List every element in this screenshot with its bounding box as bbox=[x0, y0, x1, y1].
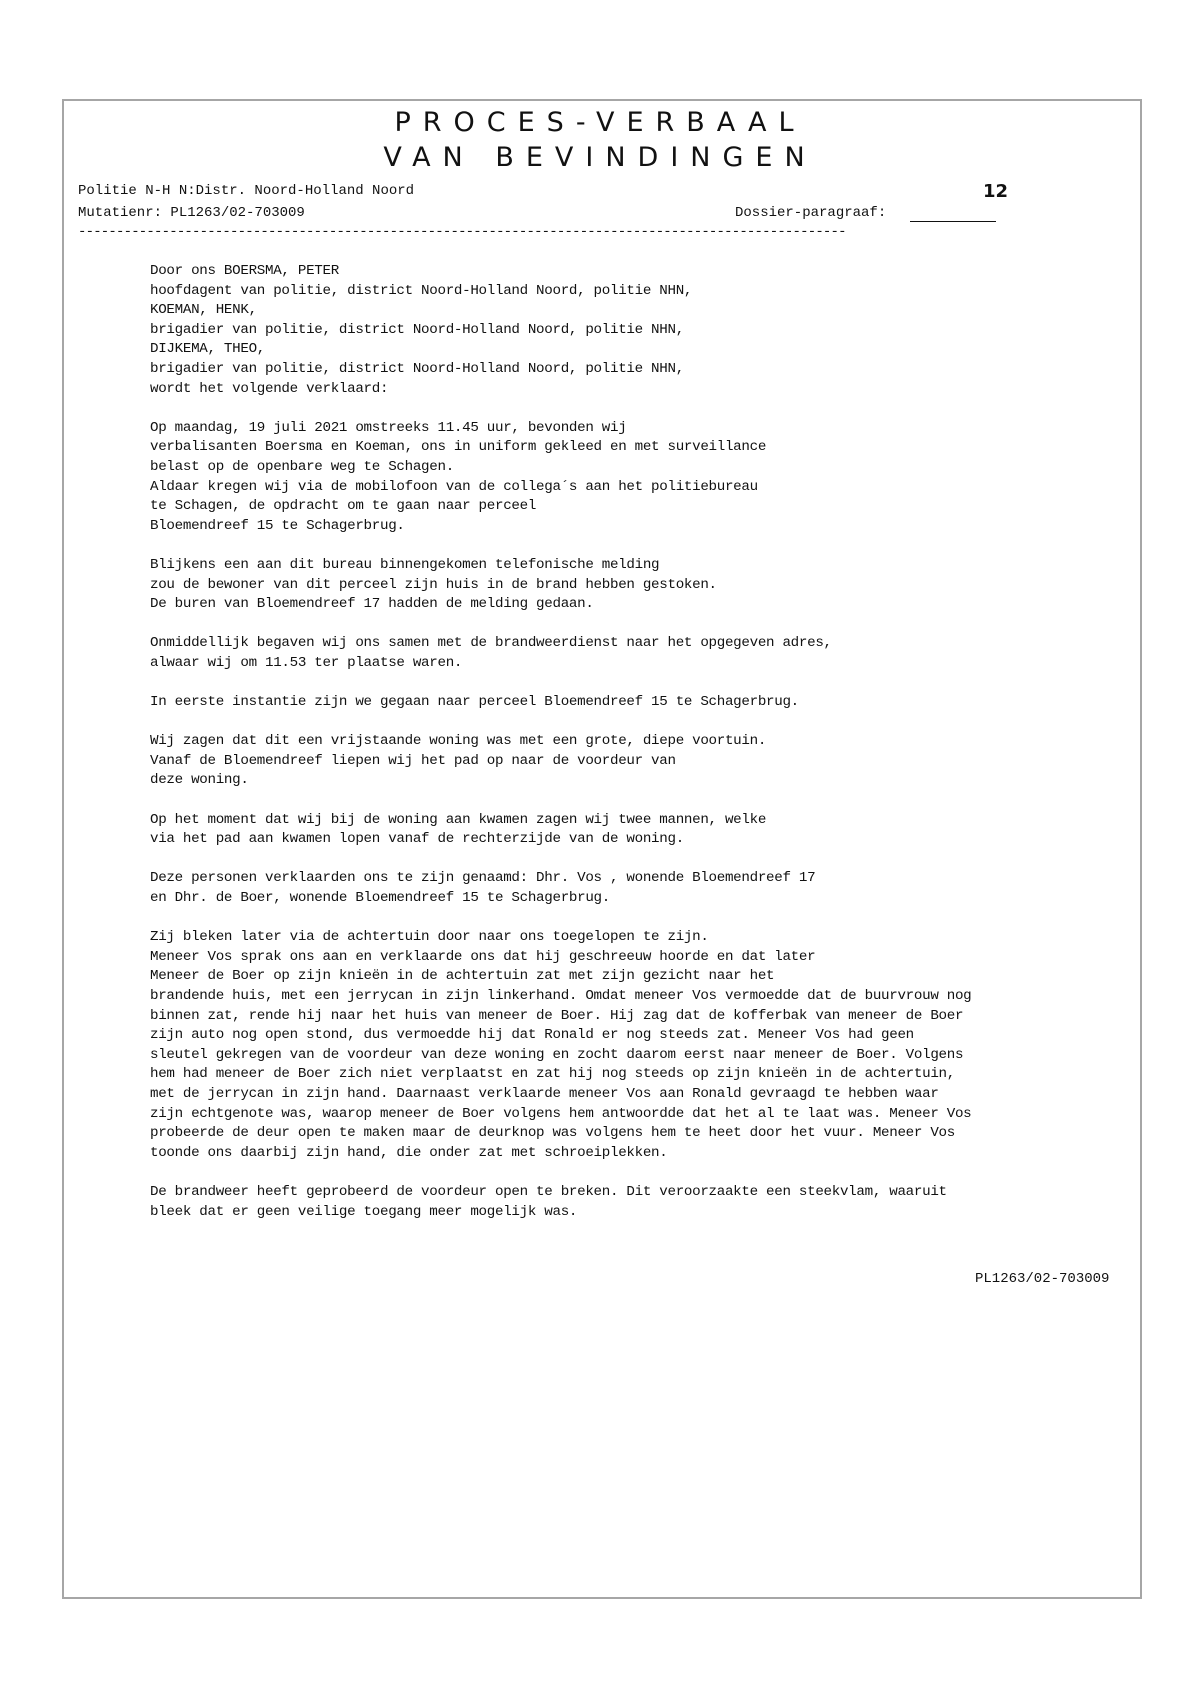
statement-line: belast op de openbare weg te Schagen. bbox=[150, 458, 454, 475]
statement-line: Blijkens een aan dit bureau binnengekomen telefonische melding bbox=[150, 556, 660, 573]
statement-paragraph bbox=[150, 1183, 1150, 1222]
statement-line: zou de bewoner van dit perceel zijn huis in de brand hebben gestoken. bbox=[150, 576, 717, 593]
statement-line: sleutel gekregen van de voordeur van deze woning en zocht daarom eerst naar meneer de Boer. Volgens bbox=[150, 1046, 964, 1063]
statement-paragraph bbox=[150, 811, 1150, 850]
statement-line: Aldaar kregen wij via de mobilofoon van de collega´s aan het politiebureau bbox=[150, 478, 758, 495]
statement-line: toonde ons daarbij zijn hand, die onder zat met schroeiplekken. bbox=[150, 1144, 668, 1161]
statement-line: KOEMAN, HENK, bbox=[150, 302, 257, 319]
footer-reference: PL1263/02-703009 bbox=[975, 1271, 1110, 1287]
statement-line: probeerde de deur open te maken maar de deurknop was volgens hem te heet door het vuur. Meneer Vos bbox=[150, 1125, 955, 1142]
statement-line: wordt het volgende verklaard: bbox=[150, 380, 389, 397]
statement-line: brigadier van politie, district Noord-Holland Noord, politie NHN, bbox=[150, 321, 684, 338]
statement-paragraph bbox=[150, 928, 1150, 1163]
statement-line: In eerste instantie zijn we gegaan naar perceel Bloemendreef 15 te Schagerbrug. bbox=[150, 694, 799, 711]
statement-line: De buren van Bloemendreef 17 hadden de melding gedaan. bbox=[150, 596, 594, 613]
statement-line: Meneer Vos sprak ons aan en verklaarde ons dat hij geschreeuw hoorde en dat later bbox=[150, 948, 816, 965]
statement-body bbox=[150, 262, 1150, 1242]
header-separator: ----------------------------------------------------------------------------------------------------- bbox=[78, 226, 846, 238]
statement-line: Bloemendreef 15 te Schagerbrug. bbox=[150, 517, 405, 534]
document-title: PROCES-VERBAAL bbox=[394, 107, 806, 138]
statement-line: verbalisanten Boersma en Koeman, ons in uniform gekleed en met surveillance bbox=[150, 439, 767, 456]
statement-line: Wij zagen dat dit een vrijstaande woning was met een grote, diepe voortuin. bbox=[150, 733, 767, 750]
statement-line: Op het moment dat wij bij de woning aan kwamen zagen wij twee mannen, welke bbox=[150, 811, 767, 828]
statement-paragraph bbox=[150, 419, 1150, 537]
statement-line: brandende huis, met een jerrycan in zijn linkerhand. Omdat meneer Vos vermoedde dat de buurvrouw nog bbox=[150, 987, 972, 1004]
dossier-label: Dossier-paragraaf: bbox=[735, 205, 887, 221]
statement-paragraph bbox=[150, 732, 1150, 791]
statement-line: Vanaf de Bloemendreef liepen wij het pad op naar de voordeur van bbox=[150, 752, 676, 769]
statement-line: Onmiddellijk begaven wij ons samen met de brandweerdienst naar het opgegeven adres, bbox=[150, 635, 832, 652]
statement-line: Op maandag, 19 juli 2021 omstreeks 11.45 uur, bevonden wij bbox=[150, 419, 627, 436]
statement-line: te Schagen, de opdracht om te gaan naar perceel bbox=[150, 498, 537, 515]
statement-line: Door ons BOERSMA, PETER bbox=[150, 263, 339, 279]
document-subtitle: VAN BEVINDINGEN bbox=[383, 142, 817, 173]
statement-line: Zij bleken later via de achtertuin door naar ons toegelopen te zijn. bbox=[150, 929, 709, 946]
statement-line: deze woning. bbox=[150, 772, 249, 789]
statement-line: Deze personen verklaarden ons te zijn genaamd: Dhr. Vos , wonende Bloemendreef 17 bbox=[150, 870, 816, 887]
statement-line: Meneer de Boer op zijn knieën in de achtertuin zat met zijn gezicht naar het bbox=[150, 968, 775, 985]
statement-line: DIJKEMA, THEO, bbox=[150, 341, 265, 358]
statement-line: hem had meneer de Boer zich niet verplaatst en zat hij nog steeds op zijn knieën in de achtertuin, bbox=[150, 1066, 955, 1083]
statement-line: De brandweer heeft geprobeerd de voordeur open te breken. Dit veroorzaakte een steekvlam, waaruit bbox=[150, 1183, 947, 1200]
statement-line: bleek dat er geen veilige toegang meer mogelijk was. bbox=[150, 1203, 578, 1220]
statement-paragraph bbox=[150, 262, 1150, 399]
page-number: 12 bbox=[983, 181, 1009, 202]
statement-paragraph bbox=[150, 869, 1150, 908]
statement-line: en Dhr. de Boer, wonende Bloemendreef 15 te Schagerbrug. bbox=[150, 890, 610, 906]
statement-line: zijn auto nog open stond, dus vermoedde hij dat Ronald er nog steeds zat. Meneer Vos had geen bbox=[150, 1027, 914, 1044]
statement-line: brigadier van politie, district Noord-Holland Noord, politie NHN, bbox=[150, 360, 684, 377]
statement-line: alwaar wij om 11.53 ter plaatse waren. bbox=[150, 654, 463, 671]
statement-line: zijn echtgenote was, waarop meneer de Boer volgens hem antwoordde dat het al te laat was. Meneer Vos bbox=[150, 1105, 972, 1122]
statement-paragraph bbox=[150, 634, 1150, 673]
mutation-number: Mutatienr: PL1263/02-703009 bbox=[78, 205, 305, 221]
statement-line: met de jerrycan in zijn hand. Daarnaast verklaarde meneer Vos aan Ronald gevraagd te hebben waar bbox=[150, 1085, 939, 1102]
dossier-paragraph-blank bbox=[910, 221, 996, 222]
statement-line: hoofdagent van politie, district Noord-Holland Noord, politie NHN, bbox=[150, 282, 693, 299]
organisation-line: Politie N-H N:Distr. Noord-Holland Noord bbox=[78, 183, 415, 199]
statement-line: via het pad aan kwamen lopen vanaf de rechterzijde van de woning. bbox=[150, 831, 684, 848]
statement-line: binnen zat, rende hij naar het huis van meneer de Boer. Hij zag dat de kofferbak van meneer de Boer bbox=[150, 1007, 964, 1024]
statement-paragraph bbox=[150, 693, 1150, 713]
statement-paragraph bbox=[150, 556, 1150, 615]
